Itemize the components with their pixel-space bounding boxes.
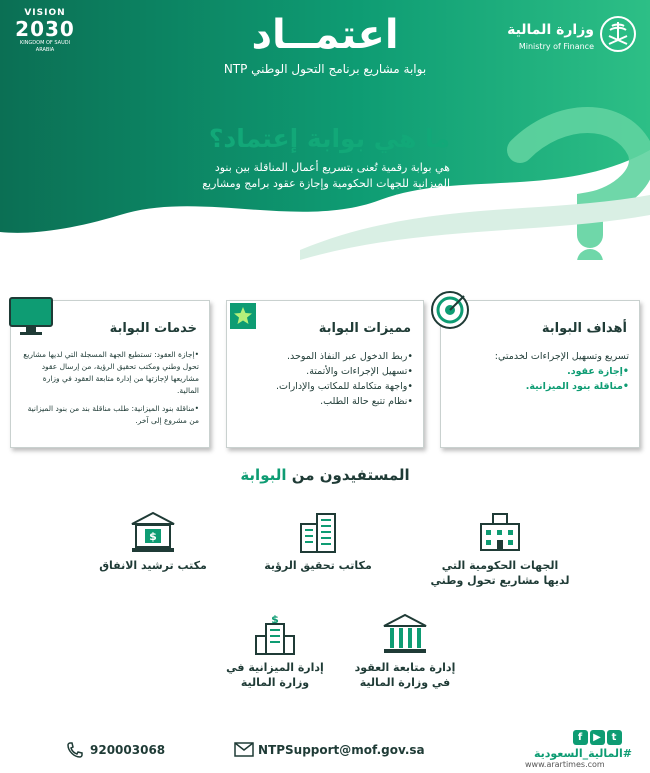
- beneficiaries-title-part1: المستفيدون من: [291, 466, 410, 484]
- beneficiary-item: [350, 612, 460, 690]
- beneficiaries-title: [0, 466, 650, 484]
- bank-money-icon: [128, 510, 178, 554]
- goals-card-items: [449, 349, 629, 394]
- office-towers-icon: [293, 510, 343, 554]
- goals-card-title: أهداف البوابة: [541, 321, 627, 336]
- beneficiary-label: إدارة متابعة العقود في وزارة المالية: [354, 661, 456, 689]
- social-block: [533, 725, 632, 760]
- star-icon: [230, 303, 256, 329]
- vision-logo-top-text: VISION: [24, 8, 66, 18]
- beneficiary-item: [88, 510, 218, 573]
- target-icon: [430, 290, 470, 330]
- envelope-icon: [234, 742, 254, 757]
- features-item: •تسهيل الإجراءات والأتمتة.: [306, 366, 413, 377]
- svg-text:$: $: [271, 613, 279, 626]
- footer-phone[interactable]: 920003068: [90, 743, 166, 757]
- brand-subtitle: بوابة مشاريع برنامج التحول الوطني NTP: [223, 62, 427, 76]
- vision-logo-subtitle: KINGDOM OF SAUDI ARABIA: [19, 40, 71, 53]
- budget-building-icon: [250, 612, 300, 656]
- ministry-logo: [488, 10, 638, 70]
- goals-card: [440, 300, 640, 448]
- portal-brand: [205, 12, 445, 76]
- intro-body: هي بوابة رقمية تُعنى بتسريع أعمال المناقلة بين بنود الميزانية للجهات الحكومية وإجازة عقود برامج ومشاريع التحول الوطني.: [202, 161, 450, 206]
- beneficiaries-title-part2: البوابة: [240, 466, 287, 484]
- brand-title: اعتمــاد: [251, 12, 399, 58]
- services-card-items: [19, 349, 199, 427]
- services-item: •مناقلة بنود الميزانية: طلب مناقلة بند من بنود الميزانية من مشروع إلى آخر.: [27, 404, 199, 425]
- youtube-icon[interactable]: ▶: [590, 730, 605, 745]
- features-card-title: مميزات البوابة: [318, 321, 411, 336]
- monitor-icon: [8, 296, 54, 336]
- phone-icon: [66, 741, 84, 759]
- intro-question: ما هي بوابة إعتماد؟: [208, 124, 450, 153]
- services-item: •إجازة العقود: تستطيع الجهة المسجلة التي لديها مشاريع تحول وطني ومكتب تحقيق الرؤية، من إرسال عقود مشاريعها لإجازتها من إدارة متابعة العقود في وزارة المالية.: [23, 350, 199, 395]
- services-card-title: خدمات البوابة: [109, 321, 197, 336]
- palm-swords-icon: [598, 14, 638, 54]
- columns-building-icon: [380, 612, 430, 656]
- goals-item: تسريع وتسهيل الإجراءات لخدمتي:: [494, 351, 629, 362]
- features-item: •واجهة متكاملة للمكاتب والإدارات.: [275, 381, 413, 392]
- beneficiary-item: [258, 510, 378, 573]
- beneficiary-label: مكاتب تحقيق الرؤية: [264, 559, 372, 572]
- beneficiary-label: إدارة الميزانية في وزارة المالية: [226, 661, 324, 689]
- header-banner: [0, 0, 650, 250]
- twitter-icon[interactable]: t: [607, 730, 622, 745]
- facebook-icon[interactable]: f: [573, 730, 588, 745]
- vision-2030-logo: [10, 8, 80, 70]
- beneficiary-item: [430, 510, 570, 588]
- footer-hashtag[interactable]: #المالية_السعودية: [533, 747, 632, 760]
- beneficiary-item: [220, 612, 330, 690]
- svg-text:$: $: [149, 530, 157, 543]
- ministry-name-ar: وزارة المالية: [507, 22, 594, 38]
- ministry-name-en: Ministry of Finance: [518, 42, 594, 51]
- government-building-icon: [475, 510, 525, 554]
- features-item: •ربط الدخول عبر النفاذ الموحد.: [286, 351, 413, 362]
- footer-email[interactable]: NTPSupport@mof.gov.sa: [258, 743, 425, 757]
- vision-logo-year: 2030: [15, 17, 75, 41]
- watermark-text: www.arartimes.com: [525, 760, 605, 769]
- goals-item: •إجازة عقود.: [567, 366, 629, 377]
- goals-item: •مناقلة بنود الميزانية.: [525, 381, 629, 392]
- features-item: •نظام تتبع حالة الطلب.: [320, 396, 413, 407]
- features-card-items: [235, 349, 413, 409]
- beneficiary-label: مكتب ترشيد الانفاق: [99, 559, 207, 572]
- beneficiary-label: الجهات الحكومية التي لديها مشاريع تحول وطني: [430, 559, 570, 587]
